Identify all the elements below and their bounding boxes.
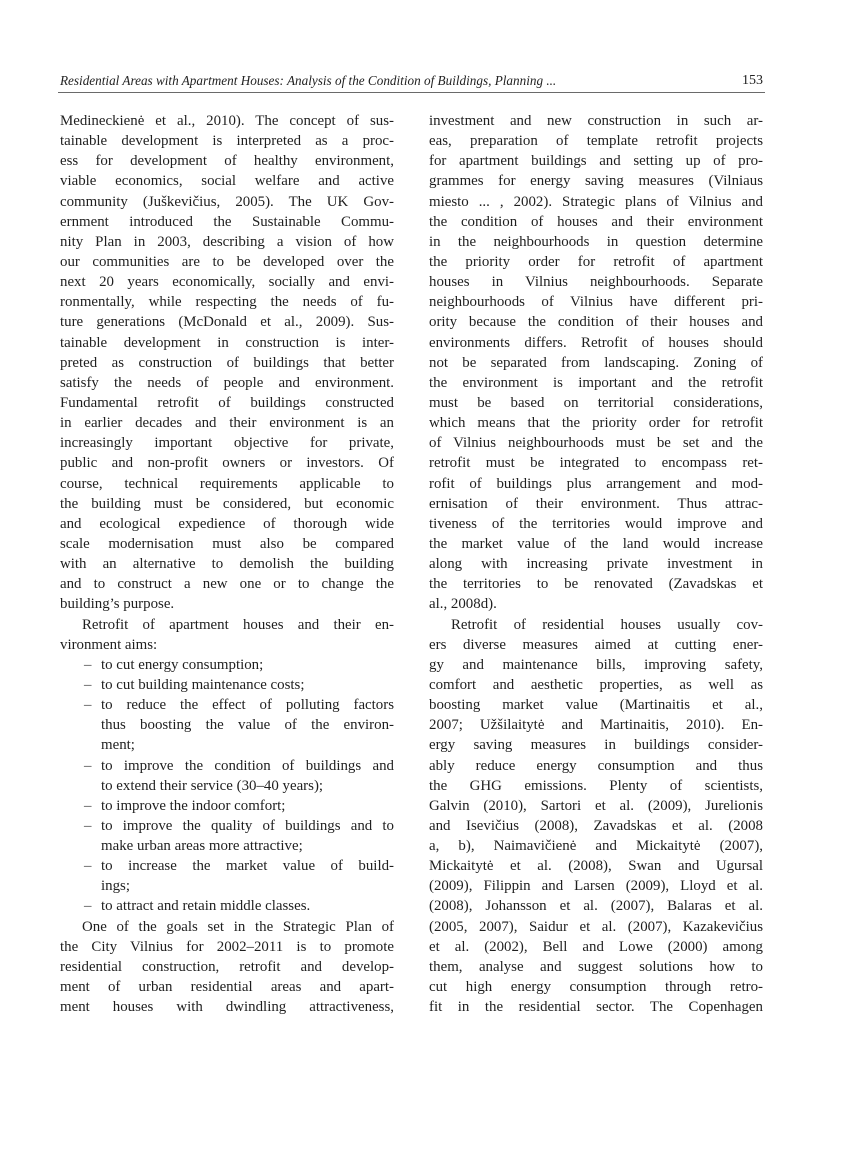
- running-header: [58, 73, 764, 93]
- paragraph-line: Retrofit of residential houses usually cov-: [451, 616, 763, 633]
- list-item-text: to improve the quality of buildings and to: [101, 817, 394, 834]
- list-item-text: to cut energy consumption;: [101, 656, 264, 673]
- list-item: [60, 816, 394, 836]
- paragraph-line: Mickaitytė et al. (2008), Swan and Ugursal: [429, 858, 763, 875]
- paragraph-line: grammes for energy saving measures (Vilniaus: [429, 173, 763, 190]
- list-item-text: to improve the condition of buildings and: [101, 757, 394, 774]
- paragraph-line: community (Juškevičius, 2005). The UK Gov-: [60, 193, 394, 210]
- list-item-continuation: make urban areas more attractive;: [101, 838, 303, 855]
- paragraph-line: One of the goals set in the Strategic Plan of: [82, 918, 394, 935]
- paragraph-line: our communities are to be developed over the: [60, 253, 394, 270]
- list-item: [60, 695, 394, 715]
- paragraph-line: preted as construction of buildings that better: [60, 354, 394, 371]
- list-dash-icon: –: [84, 676, 92, 693]
- list-item-text: to reduce the effect of polluting factors: [101, 697, 394, 714]
- paragraph-line: ment of urban residential areas and apart-: [60, 979, 394, 996]
- paragraph-line: eas, preparation of template retrofit projects: [429, 133, 763, 150]
- paragraph-line: and Isevičius (2008), Zavadskas et al. (2008: [429, 817, 763, 834]
- paragraph-line: scale modernisation must also be compared: [60, 535, 394, 552]
- paragraph-line: along with increasing private investment in: [429, 556, 763, 573]
- paragraph-line: vironment aims:: [60, 636, 158, 653]
- right-column: [429, 111, 763, 1017]
- paragraph-line: ment houses with dwindling attractiveness,: [60, 999, 394, 1016]
- paragraph-line: the territories to be renovated (Zavadskas et: [429, 576, 763, 593]
- list-item-text: to cut building maintenance costs;: [101, 676, 305, 693]
- paragraph-line: tainable development is interpreted as a proc-: [60, 133, 394, 150]
- paragraph-line: the priority order for retrofit of apartment: [429, 253, 763, 270]
- paragraph-line: et al. (2002), Bell and Lowe (2000) among: [429, 938, 763, 955]
- paragraph-line: of Vilnius neighbourhoods must be set and the: [429, 435, 763, 452]
- paragraph-line: ernment introduced the Sustainable Commu-: [60, 213, 394, 230]
- paragraph-line: ess for development of healthy environment,: [60, 153, 394, 170]
- paragraph-line: nity Plan in 2003, describing a vision of how: [60, 233, 394, 250]
- paragraph-line: them, analyse and suggest solutions how to: [429, 958, 763, 975]
- paragraph-line: a, b), Naimavičienė and Mickaitytė (2007),: [429, 838, 763, 855]
- paragraph-line: miesto ... , 2002). Strategic plans of Vilnius and: [429, 193, 763, 210]
- paragraph-line: Medineckienė et al., 2010). The concept of sus-: [60, 113, 394, 129]
- list-item: [60, 856, 394, 876]
- paragraph-line: which means that the priority order for retrofit: [429, 415, 763, 432]
- paragraph-line: neighbourhoods of Vilnius have different pri-: [429, 294, 763, 311]
- paragraph-line: course, technical requirements applicable to: [60, 475, 394, 492]
- paragraph-line: tainable development in construction is inter-: [60, 334, 394, 351]
- list-item-text: to attract and retain middle classes.: [101, 898, 311, 915]
- paragraph-line: viable economics, social welfare and active: [60, 173, 394, 190]
- list-item-text: to improve the indoor comfort;: [101, 797, 286, 814]
- paragraph-line: residential construction, retrofit and develop-: [60, 958, 394, 975]
- paragraph-line: retrofit must be integrated to encompass ret-: [429, 455, 763, 472]
- paragraph-line: (2008), Johansson et al. (2007), Balaras et al.: [429, 898, 763, 915]
- paragraph-line: 2007; Užšilaitytė and Martinaitis, 2010). En-: [429, 717, 763, 734]
- paragraph-line: for apartment buildings and setting up of pro-: [429, 153, 763, 170]
- paragraph-line: the building must be considered, but economic: [60, 495, 394, 512]
- paragraph-line: environments differs. Retrofit of houses should: [429, 334, 763, 351]
- paragraph-line: and to construct a new one or to change the: [60, 576, 394, 593]
- list-dash-icon: –: [84, 656, 92, 673]
- paragraph-line: rofit of buildings plus arrangement and mod-: [429, 475, 763, 492]
- header-rule: [58, 92, 765, 93]
- list-item-continuation: to extend their service (30–40 years);: [101, 777, 324, 794]
- paragraph-line: Galvin (2010), Sartori et al. (2009), Jurelionis: [429, 797, 763, 814]
- list-item: [60, 796, 394, 816]
- paragraph-line: ernisation of their environment. Thus attrac-: [429, 495, 763, 512]
- paragraph-line: not be separated from landscaping. Zoning of: [429, 354, 763, 371]
- paragraph-line: in the neighbourhoods in question determine: [429, 233, 763, 250]
- list-dash-icon: –: [84, 797, 92, 814]
- paragraph-line: al., 2008d).: [429, 596, 497, 613]
- list-item: [60, 896, 394, 916]
- paragraph-line: the GHG emissions. Plenty of scientists,: [429, 777, 763, 794]
- paragraph-line: increasingly important objective for private,: [60, 435, 394, 452]
- list-item: [60, 675, 394, 695]
- paragraph-line: ture generations (McDonald et al., 2009). Sus-: [60, 314, 394, 331]
- paragraph-line: next 20 years economically, socially and envi-: [60, 274, 394, 291]
- paragraph-line: ronmentally, while respecting the needs of fu-: [60, 294, 394, 311]
- paragraph-line: houses in Vilnius neighbourhoods. Separate: [429, 274, 763, 291]
- list-item-continuation: ings;: [101, 878, 130, 895]
- paragraph-line: (2005, 2007), Saidur et al. (2007), Kazakevičius: [429, 918, 763, 935]
- list-dash-icon: –: [84, 757, 92, 774]
- paragraph-line: the market value of the land would increase: [429, 535, 763, 552]
- paragraph-line: comfort and aesthetic properties, as well as: [429, 676, 763, 693]
- list-dash-icon: –: [84, 697, 92, 714]
- paragraph-line: investment and new construction in such ar-: [429, 113, 763, 129]
- paragraph-line: building’s purpose.: [60, 596, 175, 613]
- paragraph-line: must be based on territorial considerations,: [429, 394, 763, 411]
- left-column: [60, 111, 394, 1017]
- paragraph-line: the environment is important and the retrofit: [429, 374, 763, 391]
- paragraph-line: ably reduce energy consumption and thus: [429, 757, 763, 774]
- paragraph-line: fit in the residential sector. The Copenhagen: [429, 999, 763, 1016]
- paragraph-line: ority because the condition of their houses and: [429, 314, 763, 331]
- paragraph-line: cut high energy consumption through retro-: [429, 979, 763, 996]
- paragraph-line: with an alternative to demolish the building: [60, 556, 394, 573]
- paragraph-line: tiveness of the territories would improve and: [429, 515, 763, 532]
- paragraph-line: in earlier decades and their environment is an: [60, 415, 394, 432]
- paragraph-line: and ecological expedience of thorough wide: [60, 515, 394, 532]
- paragraph-line: the City Vilnius for 2002–2011 is to promote: [60, 938, 394, 955]
- running-title: Residential Areas with Apartment Houses: Analysis of the Condition of Buildings, Planning ...: [60, 73, 557, 88]
- list-dash-icon: –: [84, 817, 92, 834]
- paragraph-line: boosting market value (Martinaitis et al.,: [429, 697, 763, 714]
- paragraph-line: Fundamental retrofit of buildings constructed: [60, 394, 394, 411]
- paragraph-line: the condition of houses and their environment: [429, 213, 763, 230]
- paragraph-line: ergy saving measures in buildings consider-: [429, 737, 763, 754]
- paragraph-line: satisfy the needs of people and environment.: [60, 374, 394, 391]
- list-dash-icon: –: [84, 898, 92, 915]
- paragraph-line: ers diverse measures aimed at cutting ener-: [429, 636, 763, 653]
- list-item: [60, 655, 394, 675]
- paragraph-line: public and non-profit owners or investors. Of: [60, 455, 394, 472]
- paragraph-line: (2009), Filippin and Larsen (2009), Lloyd et al.: [429, 878, 763, 895]
- list-item-continuation: thus boosting the value of the environ-: [101, 717, 394, 734]
- page-number: 153: [742, 73, 763, 88]
- list-item-text: to increase the market value of build-: [101, 858, 394, 875]
- paragraph-line: Retrofit of apartment houses and their en-: [82, 616, 394, 633]
- list-dash-icon: –: [84, 858, 92, 875]
- list-item: [60, 756, 394, 776]
- list-item-continuation: ment;: [101, 737, 135, 754]
- paragraph-line: gy and maintenance bills, improving safety,: [429, 656, 763, 673]
